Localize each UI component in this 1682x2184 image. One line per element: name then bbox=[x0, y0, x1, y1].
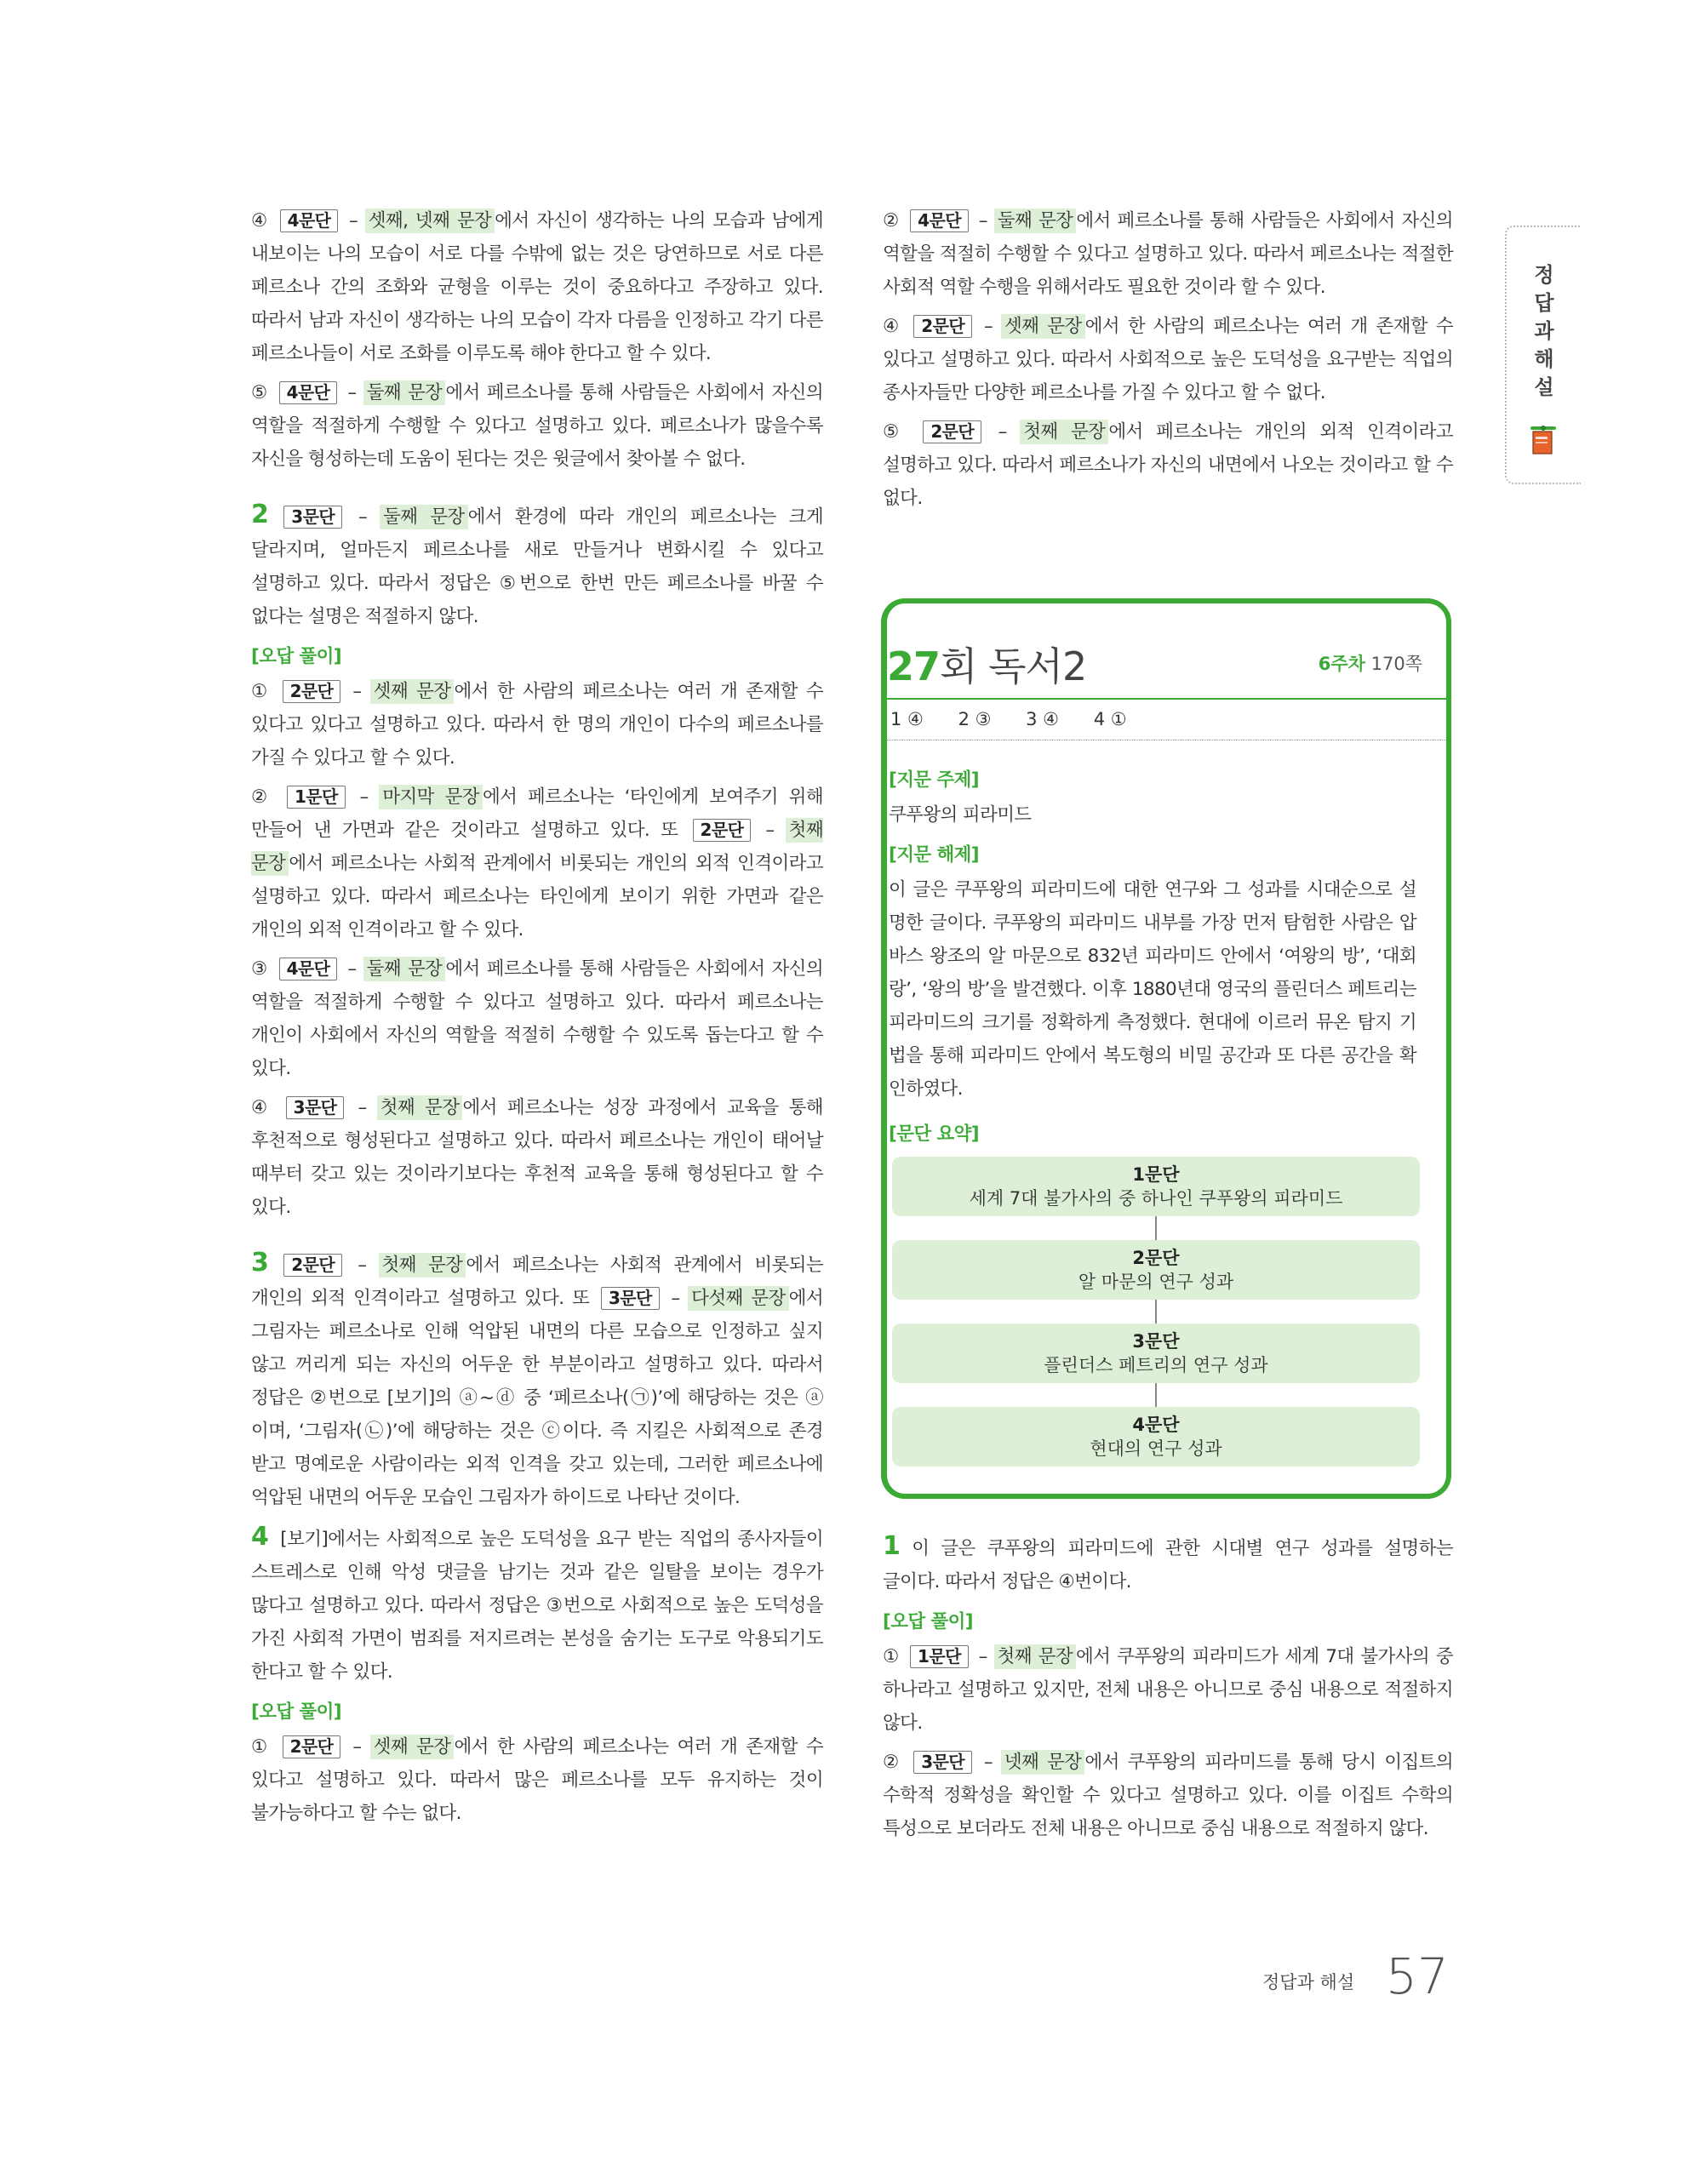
paragraph-tag: 4문단 bbox=[280, 209, 339, 232]
flow-connector bbox=[1155, 1383, 1157, 1407]
paragraph-tag: 4문단 bbox=[279, 958, 338, 981]
sentence-highlight: 셋째 문장 bbox=[370, 1735, 455, 1759]
question-answer bbox=[251, 1520, 823, 1689]
box-title bbox=[887, 636, 1086, 692]
question-number: 2 bbox=[251, 500, 269, 529]
explanation-paragraph: ④ 4문단 – 셋째, 넷째 문장 에서 자신이 생각하는 나의 모습과 남에게 내보이는 나의 모습이 서로 다를 수밖에 없는 것은 당연하므로 서로 다른 페르소나 간의 조화와 균형을 이루는 것이 중요하다고 주장하고 있다. 따라서 남과 자신이 생각하는 나의 모습이 각자 다름을 인정하고 각기 다른 페르소나들이 서로 조화를 이루도록 해야 한다고 할 수 있다. bbox=[251, 210, 824, 364]
flow-connector bbox=[1155, 1300, 1157, 1324]
explanation-text: 에서 페르소나는 사회적 관계에서 비롯되는 개인의 외적 인격이라고 설명하고 있다. 따라서 페르소나는 타인에게 보이기 위한 가면과 같은 개인의 외적 인격이라고 할 수 있다. bbox=[251, 853, 823, 940]
sentence-highlight: 넷째 문장 bbox=[1001, 1750, 1085, 1775]
side-tab-label bbox=[1529, 261, 1559, 402]
paragraph-tag: 2문단 bbox=[283, 1254, 342, 1277]
explain-text: 이 글은 쿠푸왕의 피라미드에 대한 연구와 그 성과를 시대순으로 설명한 글이다. 쿠푸왕의 피라미드 내부를 가장 먼저 탐험한 사람은 압바스 왕조의 알 마문으로 832년 피라미드 안에서 ‘여왕의 방’, ‘대회랑’, ‘왕의 방’을 발견했다. 이후 1880년대 영국의 플린더스 페트리는 피라미드의 크기를 정확하게 측정했다. 현대에 이르러 뮤온 탐지 기법을 통해 피라미드 안에서 복도형의 비밀 공간과 또 다른 공간을 확인하였다. bbox=[889, 879, 1416, 1100]
page-reference: 170쪽 bbox=[1370, 654, 1422, 674]
side-tab-char: 과 bbox=[1534, 319, 1554, 343]
explanation-text: 에서 페르소나는 개인의 외적 인격이라고 설명하고 있다. 따라서 페르소나가 자신의 내면에서 나오는 것이라고 할 수 없다. bbox=[883, 421, 1454, 509]
explanation-text: [보기]에서는 사회적으로 높은 도덕성을 요구 받는 직업의 종사자들이 스트레스로 인해 악성 댓글을 남기는 것과 같은 일탈을 보이는 경우가 많다고 설명하고 있다. 따라서 정답은 ③번으로 사회적으로 높은 도덕성을 가진 사회적 가면이 범죄를 저지르려는 본성을 숨기는 도구로 악용되기도 한다고 할 수 있다. bbox=[251, 1529, 823, 1683]
paragraph-tag: 2문단 bbox=[283, 1735, 341, 1758]
explanation-paragraph: ⑤ 2문단 – 첫째 문장 에서 페르소나는 개인의 외적 인격이라고 설명하고 있다. 따라서 페르소나가 자신의 내면에서 나오는 것이라고 할 수 없다. bbox=[883, 421, 1454, 509]
explanation-text: 에서 그림자는 페르소나로 인해 억압된 내면의 다른 모습으로 인정하고 싶지 않고 꺼리게 되는 자신의 어두운 한 부분이라고 설명하고 있다. 따라서 정답은 ②번으로 [보기]의 ⓐ~ⓓ 중 ‘페르소나(㉠)’에 해당하는 것은 ⓐ이며, ‘그림자(㉡)’에 해당하는 것은 ⓒ이다. 즉 지킬은 사회적으로 존경 받고 명예로운 사람이라는 외적 인격을 갖고 있는데, 그러한 페르소나에 억압된 내면의 어두운 모습인 그림자가 하이드로 나타난 것이다. bbox=[251, 1288, 823, 1508]
divider bbox=[887, 698, 1446, 700]
sentence-highlight: 다섯째 문장 bbox=[688, 1286, 789, 1311]
sentence-highlight: 첫째 문장 bbox=[1020, 420, 1108, 444]
flow-step bbox=[892, 1157, 1420, 1216]
paragraph-tag: 2문단 bbox=[283, 680, 341, 703]
explanation-text: 에서 쿠푸왕의 피라미드를 통해 당시 이집트의 수학적 정확성을 확인할 수 있다고 설명하고 있다. 이를 이집트 수학의 특성으로 보더라도 전체 내용은 아니므로 중심 내용으로 적절하지 않다. bbox=[883, 1752, 1453, 1839]
answer-key bbox=[890, 703, 1156, 735]
sentence-highlight: 둘째 문장 bbox=[380, 505, 468, 529]
paragraph-tag: 3문단 bbox=[286, 1096, 345, 1119]
sentence-highlight: 첫째 문장 bbox=[377, 1095, 463, 1120]
round-label: 회 독서2 bbox=[940, 643, 1087, 689]
answer-summary-box bbox=[881, 598, 1451, 1499]
item-number: ② bbox=[883, 1752, 902, 1773]
sentence-highlight: 둘째 문장 bbox=[994, 209, 1077, 233]
explanation-text: 에서 페르소나는 사회적 관계에서 비롯되는 개인의 외적 인격이라고 설명하고 있다. 또 bbox=[251, 1255, 823, 1309]
item-number: ⑤ bbox=[251, 382, 269, 403]
sentence-highlight: 셋째 문장 bbox=[1001, 314, 1085, 339]
explanation-text: 에서 한 사람의 페르소나는 여러 개 존재할 수 있다고 설명하고 있다. 따라서 사회적으로 높은 도덕성을 요구받는 직업의 종사자들만 다양한 페르소나를 가질 수 있다고 할 수 없다. bbox=[883, 316, 1454, 403]
sentence-highlight: 첫째 문장 bbox=[379, 1253, 466, 1278]
explanation-paragraph: ② 4문단 – 둘째 문장 에서 페르소나를 통해 사람들은 사회에서 자신의 역할을 적절히 수행할 수 있다고 설명하고 있다. 따라서 페르소나는 적절한 사회적 역할 수행을 위해서라도 필요한 것이라 할 수 있다. bbox=[883, 210, 1453, 298]
item-number: ④ bbox=[251, 1097, 272, 1118]
explanation-text: 에서 한 사람의 페르소나는 여러 개 존재할 수 있다고 있다고 설명하고 있다. 따라서 한 명의 개인이 다수의 페르소나를 가질 수 있다고 할 수 있다. bbox=[251, 681, 824, 769]
explanation-text: 에서 페르소나는 ‘타인에게 보여주기 위해 만들어 낸 가면과 같은 것이라고 설명하고 있다. 또 bbox=[251, 786, 824, 841]
flow-step bbox=[892, 1324, 1420, 1383]
explanation-paragraph: ④ 3문단 – 첫째 문장 에서 페르소나는 성장 과정에서 교육을 통해 후천적으로 형성된다고 설명하고 있다. 따라서 페르소나는 개인이 태어날 때부터 갖고 있는 것이라기보다는 후천적 교육을 통해 형성된다고 할 수 있다. bbox=[251, 1097, 823, 1218]
paragraph-tag: 1문단 bbox=[287, 786, 346, 809]
flow-step-title: 1문단 bbox=[1132, 1164, 1180, 1185]
paragraph-tag: 4문단 bbox=[279, 381, 338, 404]
explanation-text: 에서 한 사람의 페르소나는 여러 개 존재할 수 있다고 설명하고 있다. 따라서 많은 페르소나를 모두 유지하는 것이 불가능하다고 할 수는 없다. bbox=[251, 1736, 824, 1824]
explanation-text: 에서 쿠푸왕의 피라미드가 세계 7대 불가사의 중 하나라고 설명하고 있지만, 전체 내용은 아니므로 중심 내용으로 적절하지 않다. bbox=[883, 1646, 1454, 1734]
sentence-highlight: 마지막 문장 bbox=[379, 785, 483, 809]
explanation-paragraph: ① 1문단 – 첫째 문장 에서 쿠푸왕의 피라미드가 세계 7대 불가사의 중 하나라고 설명하고 있지만, 전체 내용은 아니므로 중심 내용으로 적절하지 않다. bbox=[883, 1646, 1454, 1734]
sentence-highlight: 첫째 문장 bbox=[251, 820, 824, 874]
flow-step-desc: 현대의 연구 성과 bbox=[1090, 1438, 1222, 1459]
sentence-highlight: 둘째 문장 bbox=[363, 380, 446, 405]
item-number: ① bbox=[251, 681, 271, 702]
explanation-paragraph: ⑤ 4문단 – 둘째 문장 에서 페르소나를 통해 사람들은 사회에서 자신의 역할을 적절하게 수행할 수 있다고 설명하고 있다. 페르소나가 많을수록 자신을 형성하는데 도움이 된다는 것은 윗글에서 찾아볼 수 없다. bbox=[251, 382, 823, 470]
explanation-text: 에서 페르소나를 통해 사람들은 사회에서 자신의 역할을 적절히 수행할 수 있다고 설명하고 있다. 따라서 페르소나는 적절한 사회적 역할 수행을 위해서라도 필요한 것이라 할 수 있다. bbox=[883, 210, 1453, 298]
paragraph-tag: 2문단 bbox=[693, 819, 752, 842]
explanation-paragraph: ① 2문단 – 셋째 문장 에서 한 사람의 페르소나는 여러 개 존재할 수 있다고 있다고 설명하고 있다. 따라서 한 명의 개인이 다수의 페르소나를 가질 수 있다고 할 수 있다. bbox=[251, 681, 824, 769]
item-number: ③ bbox=[251, 958, 269, 980]
sentence-highlight: 셋째, 넷째 문장 bbox=[365, 209, 495, 233]
wrong-answer-heading: [오답 풀이] bbox=[251, 1701, 342, 1723]
week-reference bbox=[1319, 650, 1422, 676]
wrong-answer-heading: [오답 풀이] bbox=[883, 1611, 974, 1632]
item-number: ⑤ bbox=[883, 421, 907, 443]
flow-step-desc: 플린더스 페트리의 연구 성과 bbox=[1044, 1355, 1268, 1375]
wrong-answer-heading: [오답 풀이] bbox=[251, 646, 342, 667]
topic-text: 쿠푸왕의 피라미드 bbox=[889, 804, 1032, 826]
explain-heading: [지문 해제] bbox=[889, 844, 980, 866]
explanation-paragraph: ② 3문단 – 넷째 문장 에서 쿠푸왕의 피라미드를 통해 당시 이집트의 수학적 정확성을 확인할 수 있다고 설명하고 있다. 이를 이집트 수학의 특성으로 보더라도 전체 내용은 아니므로 중심 내용으로 적절하지 않다. bbox=[883, 1752, 1453, 1839]
paragraph-tag: 3문단 bbox=[601, 1287, 660, 1310]
side-tab-char: 정 bbox=[1534, 263, 1554, 287]
item-number: ④ bbox=[883, 316, 902, 337]
paragraph-tag: 1문단 bbox=[910, 1645, 969, 1668]
flow-connector bbox=[1155, 1216, 1157, 1240]
flow-step-desc: 알 마문의 연구 성과 bbox=[1078, 1272, 1234, 1292]
question-number: 4 bbox=[251, 1522, 269, 1552]
flow-step-desc: 세계 7대 불가사의 중 하나인 쿠푸왕의 피라미드 bbox=[969, 1188, 1343, 1209]
side-tab-char: 해 bbox=[1534, 347, 1554, 371]
question-answer bbox=[883, 1529, 1453, 1598]
paragraph-tag: 2문단 bbox=[913, 315, 972, 338]
round-number: 27 bbox=[887, 643, 941, 689]
left-column bbox=[251, 204, 823, 1836]
answer-item: 1 ④ bbox=[890, 709, 924, 729]
flow-step-title: 2문단 bbox=[1132, 1248, 1180, 1268]
item-number: ① bbox=[883, 1646, 901, 1667]
answer-item: 4 ① bbox=[1093, 709, 1127, 729]
right-column-bottom bbox=[883, 1529, 1453, 1851]
side-tab-char: 설 bbox=[1534, 375, 1554, 399]
book-pen-icon bbox=[1530, 423, 1557, 455]
item-number: ② bbox=[883, 210, 901, 232]
explanation-text: 에서 페르소나는 성장 과정에서 교육을 통해 후천적으로 형성된다고 설명하고 있다. 따라서 페르소나는 개인이 태어날 때부터 갖고 있는 것이라기보다는 후천적 교육을 통해 형성된다고 할 수 있다. bbox=[251, 1097, 823, 1218]
question-number: 1 bbox=[883, 1531, 901, 1561]
explanation-paragraph: ④ 2문단 – 셋째 문장 에서 한 사람의 페르소나는 여러 개 존재할 수 있다고 설명하고 있다. 따라서 사회적으로 높은 도덕성을 요구받는 직업의 종사자들만 다양한 페르소나를 가질 수 있다고 할 수 없다. bbox=[883, 316, 1454, 403]
side-tab-char: 답 bbox=[1534, 291, 1554, 315]
explanation-paragraph: ③ 4문단 – 둘째 문장 에서 페르소나를 통해 사람들은 사회에서 자신의 역할을 적절하게 수행할 수 있다고 설명하고 있다. 따라서 페르소나는 개인이 사회에서 자신의 역할을 적절히 수행할 수 있도록 돕는다고 할 수 있다. bbox=[251, 958, 823, 1079]
explanation-text: 에서 자신이 생각하는 나의 모습과 남에게 내보이는 나의 모습이 서로 다를 수밖에 없는 것은 당연하므로 서로 다른 페르소나 간의 조화와 균형을 이루는 것이 중요하다고 주장하고 있다. 따라서 남과 자신이 생각하는 나의 모습이 각자 다름을 인정하고 각기 다른 페르소나들이 서로 조화를 이루도록 해야 한다고 할 수 있다. bbox=[251, 210, 824, 364]
item-number: ④ bbox=[251, 210, 270, 232]
explanation-paragraph: ② 1문단 – 마지막 문장 에서 페르소나는 ‘타인에게 보여주기 위해 만들어 낸 가면과 같은 것이라고 설명하고 있다. 또 2문단 – 첫째 문장 에서 페르소나는 사회적 관계에서 비롯되는 개인의 외적 인격이라고 설명하고 있다. 따라서 페르소나는 타인에게 보이기 위한 가면과 같은 개인의 외적 인격이라고 할 수 있다. bbox=[251, 786, 824, 940]
question-number: 3 bbox=[251, 1248, 269, 1278]
item-number: ① bbox=[251, 1736, 271, 1758]
flow-step-title: 3문단 bbox=[1132, 1331, 1180, 1352]
summary-heading: [문단 요약] bbox=[889, 1123, 980, 1145]
right-column-top bbox=[883, 204, 1453, 521]
answer-item: 2 ③ bbox=[958, 709, 992, 729]
flow-step bbox=[892, 1407, 1420, 1466]
footer-section-label: 정답과 해설 bbox=[1262, 1972, 1355, 1992]
explanation-text: 이 글은 쿠푸왕의 피라미드에 관한 시대별 연구 성과를 설명하는 글이다. 따라서 정답은 ④번이다. bbox=[883, 1538, 1453, 1592]
explanation-text: 에서 페르소나를 통해 사람들은 사회에서 자신의 역할을 적절하게 수행할 수 있다고 설명하고 있다. 페르소나가 많을수록 자신을 형성하는데 도움이 된다는 것은 윗글에서 찾아볼 수 없다. bbox=[251, 382, 823, 470]
paragraph-tag: 2문단 bbox=[923, 420, 981, 443]
flow-step-title: 4문단 bbox=[1132, 1415, 1180, 1435]
item-number: ② bbox=[251, 786, 273, 808]
section-side-tab bbox=[1505, 226, 1581, 484]
paragraph-tag: 3문단 bbox=[283, 506, 342, 529]
week-label: 6주차 bbox=[1318, 654, 1365, 674]
explanation-paragraph: ① 2문단 – 셋째 문장 에서 한 사람의 페르소나는 여러 개 존재할 수 있다고 설명하고 있다. 따라서 많은 페르소나를 모두 유지하는 것이 불가능하다고 할 수는 없다. bbox=[251, 1736, 824, 1824]
question-answer: 3 2문단 – 첫째 문장 에서 페르소나는 사회적 관계에서 비롯되는 개인의 외적 인격이라고 설명하고 있다. 또 3문단 – 다섯째 문장 에서 그림자는 페르소나로 인해 억압된 내면의 다른 모습으로 인정하고 싶지 않고 꺼리게 되는 자신의 어두운 한 부분이라고 설명하고 있다. 따라서 정답은 ②번으로 [보기]의 ⓐ~ⓓ 중 ‘페르소나(㉠)’에 해당하는 것은 ⓐ이며, ‘그림자(㉡)’에 해당하는 것은 ⓒ이다. 즉 지킬은 사회적으로 존경 받고 명예로운 사람이라는 외적 인격을 갖고 있는데, 그러한 페르소나에 억압된 내면의 어두운 모습인 그림자가 하이드로 나타난 것이다. bbox=[251, 1248, 823, 1508]
explanation-text: 에서 페르소나를 통해 사람들은 사회에서 자신의 역할을 적절하게 수행할 수 있다고 설명하고 있다. 따라서 페르소나는 개인이 사회에서 자신의 역할을 적절히 수행할 수 있도록 돕는다고 할 수 있다. bbox=[251, 958, 823, 1079]
paragraph-tag: 3문단 bbox=[913, 1751, 972, 1774]
box-body bbox=[889, 757, 1416, 1152]
paragraph-tag: 4문단 bbox=[910, 209, 969, 232]
answer-item: 3 ④ bbox=[1026, 709, 1059, 729]
topic-heading: [지문 주제] bbox=[889, 769, 980, 791]
flow-step bbox=[892, 1240, 1420, 1300]
question-answer: 2 3문단 – 둘째 문장 에서 환경에 따라 개인의 페르소나는 크게 달라지며, 얼마든지 페르소나를 새로 만들거나 변화시킬 수 있다고 설명하고 있다. 따라서 정답은 ⑤번으로 한번 만든 페르소나를 바꿀 수 없다는 설명은 적절하지 않다. bbox=[251, 500, 824, 627]
sentence-highlight: 둘째 문장 bbox=[363, 957, 446, 981]
explanation-text: 에서 환경에 따라 개인의 페르소나는 크게 달라지며, 얼마든지 페르소나를 새로 만들거나 변화시킬 수 있다고 설명하고 있다. 따라서 정답은 ⑤번으로 한번 만든 페르소나를 바꿀 수 없다는 설명은 적절하지 않다. bbox=[251, 506, 824, 627]
sentence-highlight: 첫째 문장 bbox=[994, 1644, 1076, 1669]
sentence-highlight: 셋째 문장 bbox=[370, 679, 455, 704]
page-number: 57 bbox=[1386, 1947, 1449, 2005]
